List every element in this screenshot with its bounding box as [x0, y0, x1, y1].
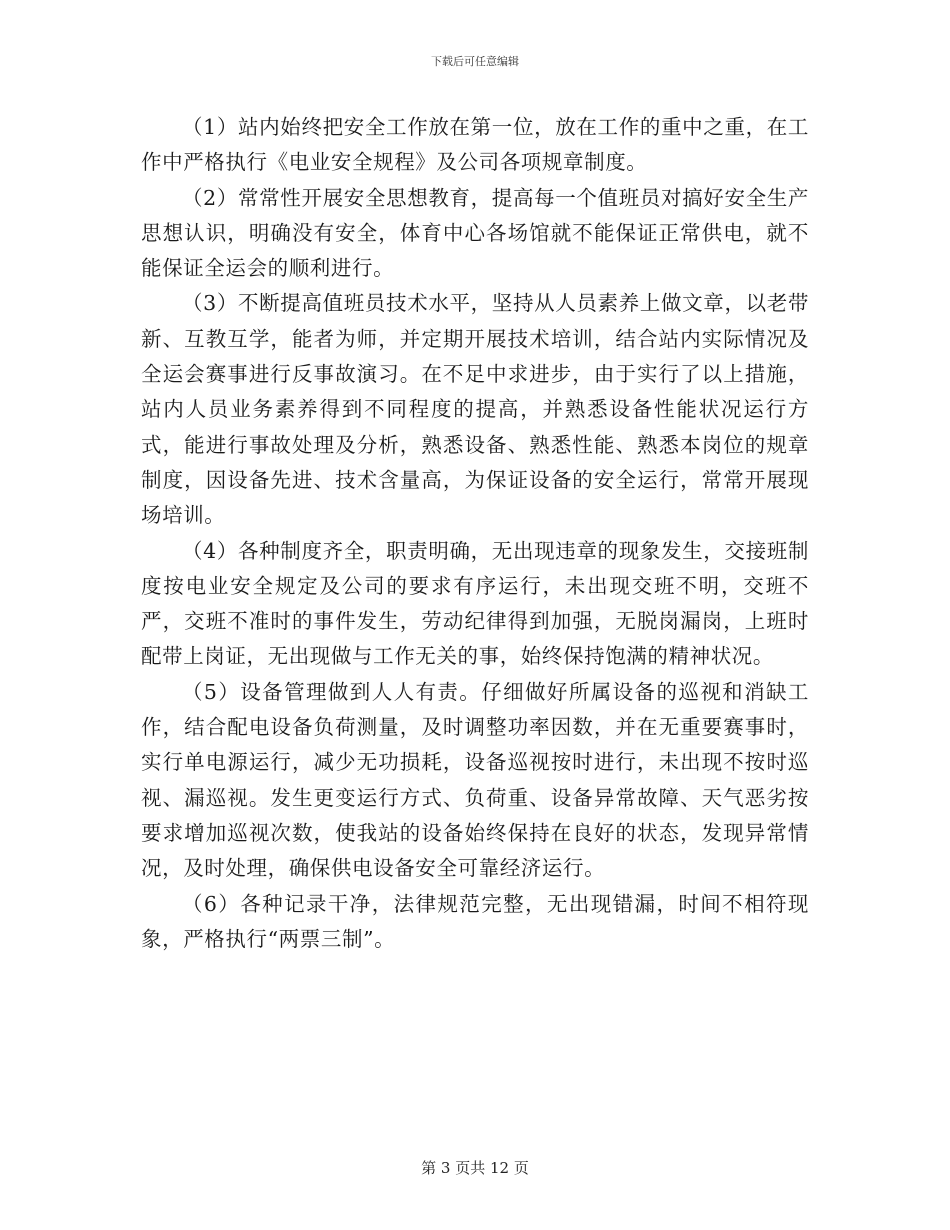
paragraph-5: （5）设备管理做到人人有责。仔细做好所属设备的巡视和消缺工作，结合配电设备负荷测量，及时调整功率因数，并在无重要赛事时，实行单电源运行，减少无功损耗，设备巡视按时进行，未出现不按时巡视、漏巡视。发生更变运行方式、负荷重、设备异常故障、天气恶劣按要求增加巡视次数，使我站的设备始终保持在良好的状态，发现异常情况，及时处理，确保供电设备安全可靠经济运行。 — [141, 679, 809, 881]
paragraph-2: （2）常常性开展安全思想教育，提高每一个值班员对搞好安全生产思想认识，明确没有安全，体育中心各场馆就不能保证正常供电，就不能保证全运会的顺利进行。 — [141, 185, 809, 281]
paragraph-6: （6）各种记录干净，法律规范完整，无出现错漏，时间不相符现象，严格执行“两票三制”。 — [141, 891, 809, 951]
paragraph-4: （4）各种制度齐全，职责明确，无出现违章的现象发生，交接班制度按电业安全规定及公司的要求有序运行，未出现交班不明，交班不严，交班不准时的事件发生，劳动纪律得到加强，无脱岗漏岗，上班时配带上岗证，无出现做与工作无关的事，始终保持饱满的精神状况。 — [141, 538, 809, 669]
page-header: 下载后可任意编辑 — [431, 55, 519, 68]
page-footer: 第 3 页共 12 页 — [421, 1159, 529, 1177]
document-body — [141, 110, 809, 957]
paragraph-1: （1）站内始终把安全工作放在第一位，放在工作的重中之重，在工作中严格执行《电业安全规程》及公司各项规章制度。 — [141, 115, 809, 175]
paragraph-3: （3）不断提高值班员技术水平，坚持从人员素养上做文章，以老带新、互教互学，能者为师，并定期开展技术培训，结合站内实际情况及全运会赛事进行反事故演习。在不足中求进步，由于实行了以上措施，站内人员业务素养得到不同程度的提高，并熟悉设备性能状况运行方式，能进行事故处理及分析，熟悉设备、熟悉性能、熟悉本岗位的规章制度，因设备先进、技术含量高，为保证设备的安全运行，常常开展现场培训。 — [141, 291, 809, 528]
